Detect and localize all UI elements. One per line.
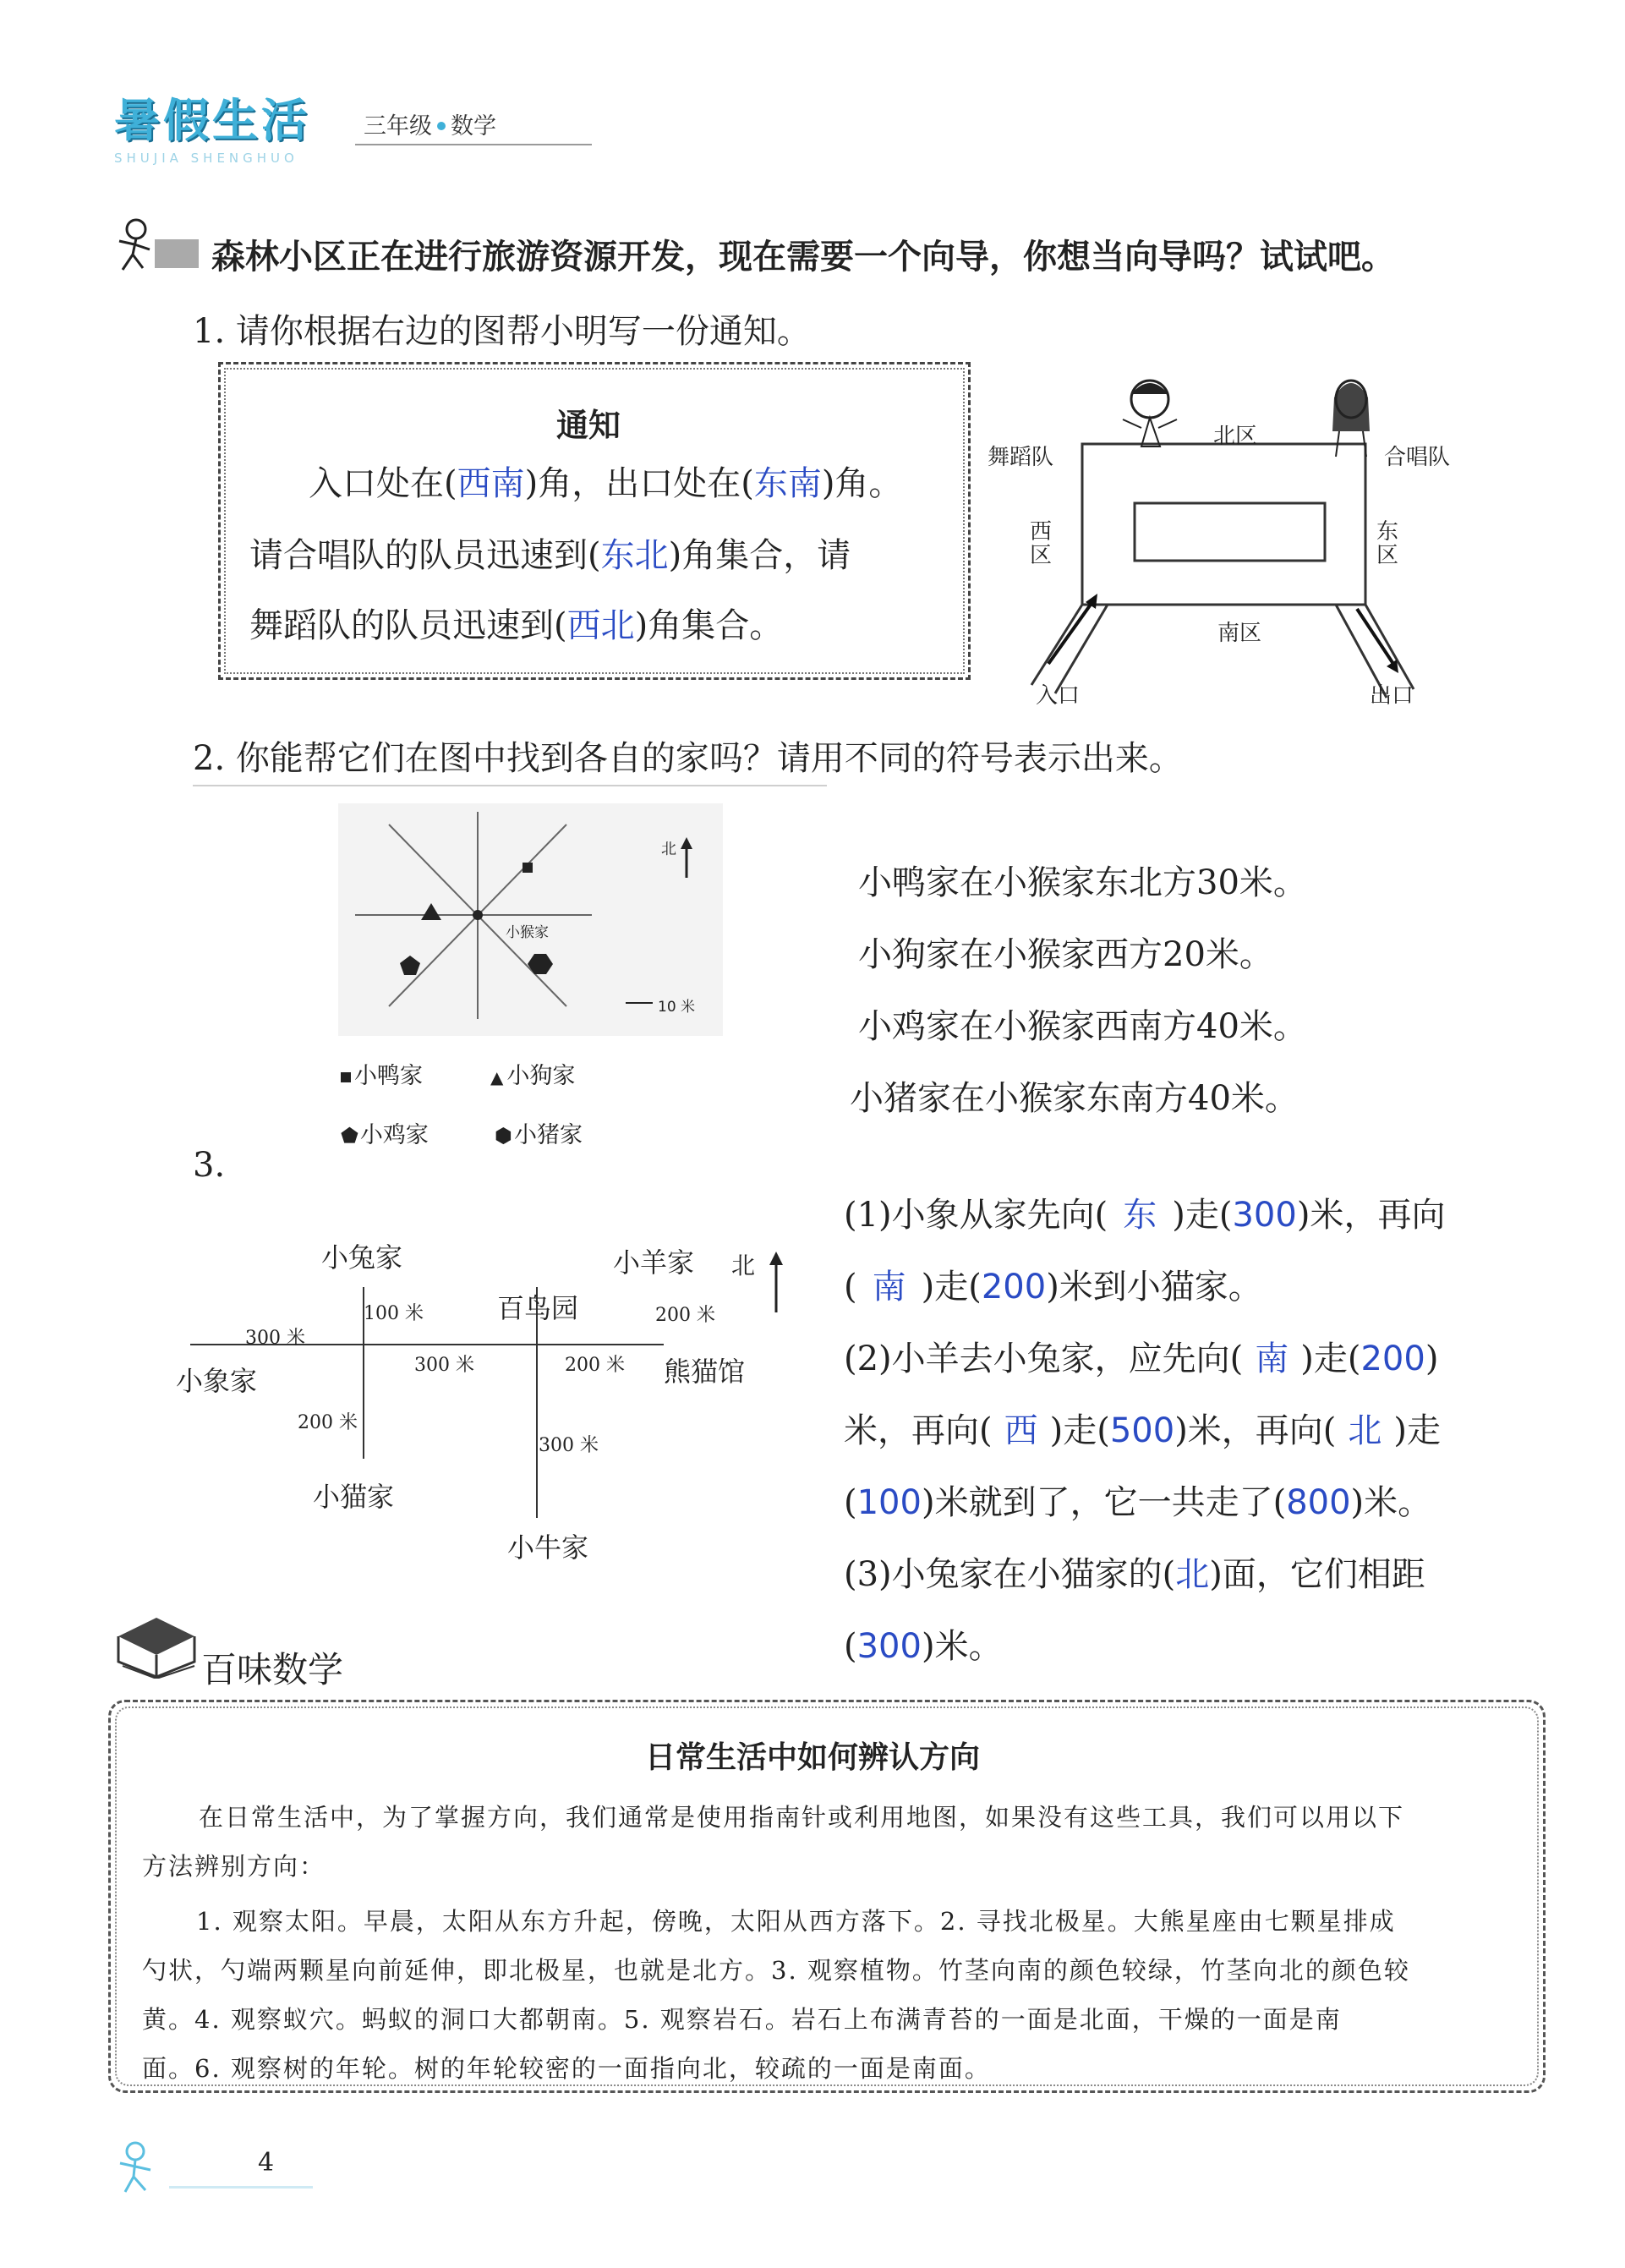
q3-cat-home: 小猫家 [313,1481,395,1513]
baiwei-title: 日常生活中如何辨认方向 [644,1740,980,1775]
answer: 北 [1348,1411,1382,1450]
notice-text: )角集合。 [634,606,784,645]
map-label-north: 北区 [1213,424,1258,449]
q3-panda-hall: 熊猫馆 [664,1356,746,1388]
subject-label: 数学 [451,113,496,140]
notice-line-1 [309,457,902,505]
q2-fact-pig: 小猪家在小猴家东南方40米。 [850,1079,1299,1118]
q2-center-label: 小猴家 [506,924,549,941]
answer: 200 [1360,1339,1425,1378]
baiwei-para-3: 1. 观察太阳。早晨，太阳从东方升起，傍晚，太阳从西方落下。2. 寻找北极星。大熊星座由七颗星排成 [196,1907,1396,1936]
answer: 200 [981,1268,1047,1307]
answer: 100 [856,1483,922,1522]
legend-label: 小鸡家 [359,1122,429,1148]
q2-scale-label: 10 米 [658,999,696,1016]
logo-subtitle: SHUJIA SHENGHUO [114,151,298,166]
dot-icon [437,122,446,130]
legend-label: 小猪家 [513,1122,583,1148]
q3-cow-home: 小牛家 [507,1531,589,1564]
legend-chicken [341,1116,429,1149]
q3-sheep-home: 小羊家 [613,1246,695,1279]
q3-text: ( [844,1268,857,1307]
q3-dist-sheep: 200 米 [655,1305,715,1326]
notice-text: 舞蹈队的队员迅速到( [249,606,567,645]
q1-prompt: 1. 请你根据右边的图帮小明写一份通知。 [193,312,811,351]
square-icon [341,1072,351,1082]
answer: 东 [1123,1196,1157,1235]
map-label-dance: 舞蹈队 [988,445,1054,470]
logo-title: 暑假生活 [114,94,310,147]
q3-s1-line1 [844,1188,1445,1236]
answer: 800 [1286,1483,1351,1522]
baiwei-label: 百味数学 [201,1649,344,1690]
q3-text: )米，再向( [1174,1411,1337,1450]
legend-label: 小鸭家 [354,1063,423,1089]
q3-s2-line2 [844,1404,1441,1452]
grade-label: 三年级 [364,113,432,140]
q3-text: )走( [1172,1196,1233,1235]
notice-text: 请合唱队的队员迅速到( [249,536,601,575]
books-icon [110,1602,203,1679]
triangle-icon: ▲ [490,1067,504,1087]
q3-dist-rabbit-up: 100 米 [364,1303,424,1324]
q3-text: ) [1425,1339,1439,1378]
q3-text: )米到小猫家。 [1046,1268,1262,1307]
map-label-entrance: 入口 [1036,683,1081,709]
answer-exit: 东南 [753,464,822,503]
legend-dog [490,1057,575,1090]
q3-s2-line1 [844,1332,1438,1380]
notice-text: )角。 [821,464,903,503]
kid-footer-icon [110,2138,169,2197]
q3-number: 3. [193,1146,226,1185]
baiwei-para-6: 面。6. 观察树的年轮。树的年轮较密的一面指向北，较疏的一面是南面。 [142,2054,991,2083]
map-label-east: 东区 [1376,519,1399,568]
notice-line-3 [249,599,783,647]
q2-prompt: 2. 你能帮它们在图中找到各自的家吗？请用不同的符号表示出来。 [193,739,1183,778]
legend-duck [341,1057,423,1090]
q3-dist-cow: 300 米 [539,1435,599,1456]
baiwei-para-1: 在日常生活中，为了掌握方向，我们通常是使用指南针或利用地图，如果没有这些工具，我们可以用以下 [199,1803,1405,1832]
q3-text: )米。 [921,1627,1003,1666]
q3-text: )米。 [1350,1483,1432,1522]
intro-text: 森林小区正在进行旅游资源开发，现在需要一个向导，你想当向导吗？试试吧。 [211,238,1395,277]
notice-text: )角，出口处在( [524,464,754,503]
pentagon-icon: ⬟ [341,1124,358,1148]
q2-fact-chicken: 小鸡家在小猴家西南方40米。 [858,1007,1307,1046]
legend-pig [495,1116,583,1149]
notice-text: 入口处在( [309,464,457,503]
running-kid-icon [114,216,203,275]
dog-marker [421,903,441,920]
q3-s3-line1 [844,1548,1425,1596]
answer: 北 [1175,1555,1210,1594]
q3-dist-elephant: 300 米 [245,1328,305,1349]
q3-elephant-home: 小象家 [176,1365,258,1397]
map-label-west: 西区 [1030,519,1053,568]
q3-text: 米，再向( [844,1411,993,1450]
q3-s1-line2 [844,1260,1262,1308]
map-label-choir: 合唱队 [1384,445,1451,470]
map-label-exit: 出口 [1370,683,1414,709]
answer: 南 [872,1268,906,1307]
footer-rule [169,2186,313,2189]
q3-dist-right: 200 米 [565,1355,625,1376]
baiwei-para-2: 方法辨别方向： [142,1852,326,1881]
hexagon-icon: ⬢ [495,1124,512,1148]
q2-north-label: 北 [661,841,676,858]
q3-north-label: 北 [731,1252,756,1279]
q3-text: )米就到了，它一共走了( [921,1483,1287,1522]
q2-rule [193,785,827,786]
notice-title: 通知 [556,407,621,444]
q3-text: )面，它们相距 [1209,1555,1425,1594]
q3-s2-line3 [844,1476,1431,1524]
answer: 西 [1004,1411,1038,1450]
chicken-marker [400,956,420,975]
notice-line-2 [249,529,851,577]
answer: 南 [1255,1339,1289,1378]
q3-s3-line2 [844,1619,1003,1668]
notice-text: )角集合，请 [668,536,851,575]
baiwei-para-4: 勺状，勺端两颗星向前延伸，即北极星，也就是北方。3. 观察植物。竹茎向南的颜色较绿，竹茎向北的颜色较 [142,1956,1410,1985]
answer-entrance: 西南 [457,464,525,503]
answer: 500 [1109,1411,1175,1450]
q3-text: )米，再向 [1296,1196,1446,1235]
q3-bird-park: 百鸟园 [497,1292,579,1324]
baiwei-para-5: 黄。4. 观察蚁穴。蚂蚁的洞口大都朝南。5. 观察岩石。岩石上布满青苔的一面是北面，干燥的一面是南 [142,2005,1342,2034]
q3-text: (2)小羊去小兔家，应先向( [844,1339,1244,1378]
grade-subject [364,107,496,140]
q3-text: )走 [1393,1411,1442,1450]
page-number: 4 [258,2148,275,2178]
q2-fact-duck: 小鸭家在小猴家东北方30米。 [858,863,1307,902]
answer: 300 [856,1627,922,1666]
answer-dance: 西北 [566,606,635,645]
answer-choir: 东北 [600,536,669,575]
q3-rabbit-home: 小兔家 [321,1241,403,1274]
header-rule [355,144,592,145]
duck-marker [523,863,533,873]
legend-label: 小狗家 [506,1063,576,1089]
map-label-south: 南区 [1217,621,1262,646]
q3-text: )走( [1300,1339,1361,1378]
q3-text: )走( [921,1268,982,1307]
q3-text: )走( [1049,1411,1110,1450]
q3-dist-mid: 300 米 [414,1355,474,1376]
q3-text: (1)小象从家先向( [844,1196,1108,1235]
q3-text: (3)小兔家在小猫家的( [844,1555,1176,1594]
q3-dist-cat: 200 米 [298,1412,358,1433]
answer: 300 [1232,1196,1297,1235]
q2-fact-dog: 小狗家在小猴家西方20米。 [858,935,1273,974]
q3-text: ( [844,1627,857,1666]
q3-text: ( [844,1483,857,1522]
